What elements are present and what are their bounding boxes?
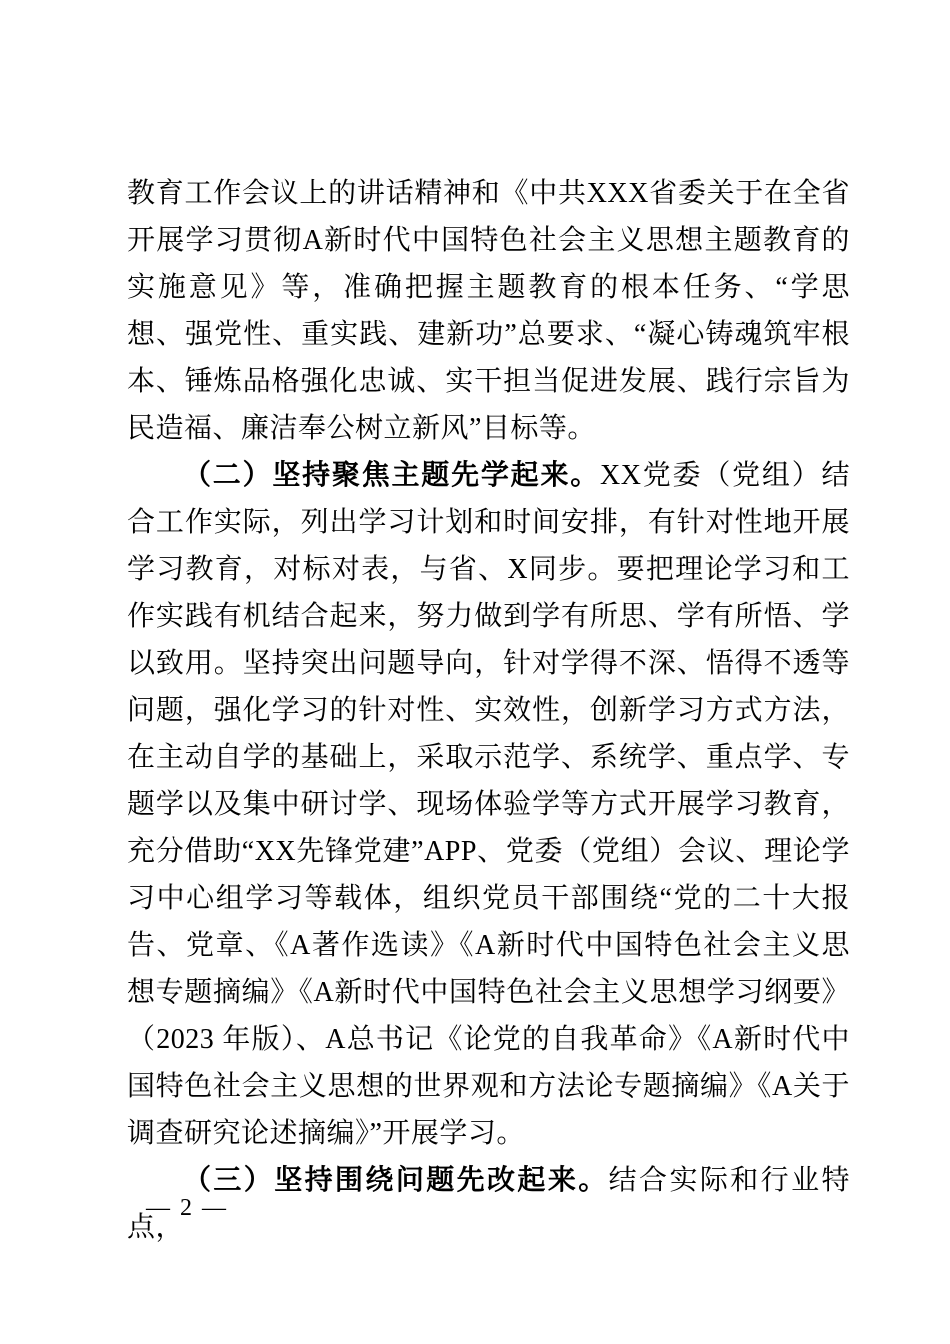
section-heading: （二）坚持聚焦主题先学起来。 bbox=[183, 460, 601, 491]
section-heading: （三）坚持围绕问题先改起来。 bbox=[183, 1165, 609, 1196]
paragraph-text: 教育工作会议上的讲话精神和《中共XXX省委关于在全省开展学习贯彻A新时代中国特色社会主义思想主题教育的实施意见》等，准确把握主题教育的根本任务、“学思想、强党性、重实践、建新功”总要求、“凝心铸魂筑牢根本、锤炼品格强化忠诚、实干担当促进发展、践行宗旨为民造福、廉洁奉公树立新风”目标等。 bbox=[127, 178, 850, 444]
paragraph bbox=[127, 1157, 850, 1251]
paragraph-text: 结合实际和行业特点， bbox=[127, 1165, 850, 1243]
document-body bbox=[127, 170, 850, 1251]
page-number: — 2 — bbox=[146, 1195, 228, 1221]
paragraph bbox=[127, 452, 850, 1157]
paragraph-text: XX党委（党组）结合工作实际，列出学习计划和时间安排，有针对性地开展学习教育，对标对表，与省、X同步。要把理论学习和工作实践有机结合起来，努力做到学有所思、学有所悟、学以致用。坚持突出问题导向，针对学得不深、悟得不透等问题，强化学习的针对性、实效性，创新学习方式方法，在主动自学的基础上，采取示范学、系统学、重点学、专题学以及集中研讨学、现场体验学等方式开展学习教育，充分借助“XX先锋党建”APP、党委（党组）会议、理论学习中心组学习等载体，组织党员干部围绕“党的二十大报告、党章、《A著作选读》《A新时代中国特色社会主义思想专题摘编》《A新时代中国特色社会主义思想学习纲要》（2023 年版）、A总书记《论党的自我革命》《A新时代中国特色社会主义思想的世界观和方法论专题摘编》《A关于调查研究论述摘编》”开展学习。 bbox=[127, 460, 850, 1149]
paragraph bbox=[127, 170, 850, 452]
